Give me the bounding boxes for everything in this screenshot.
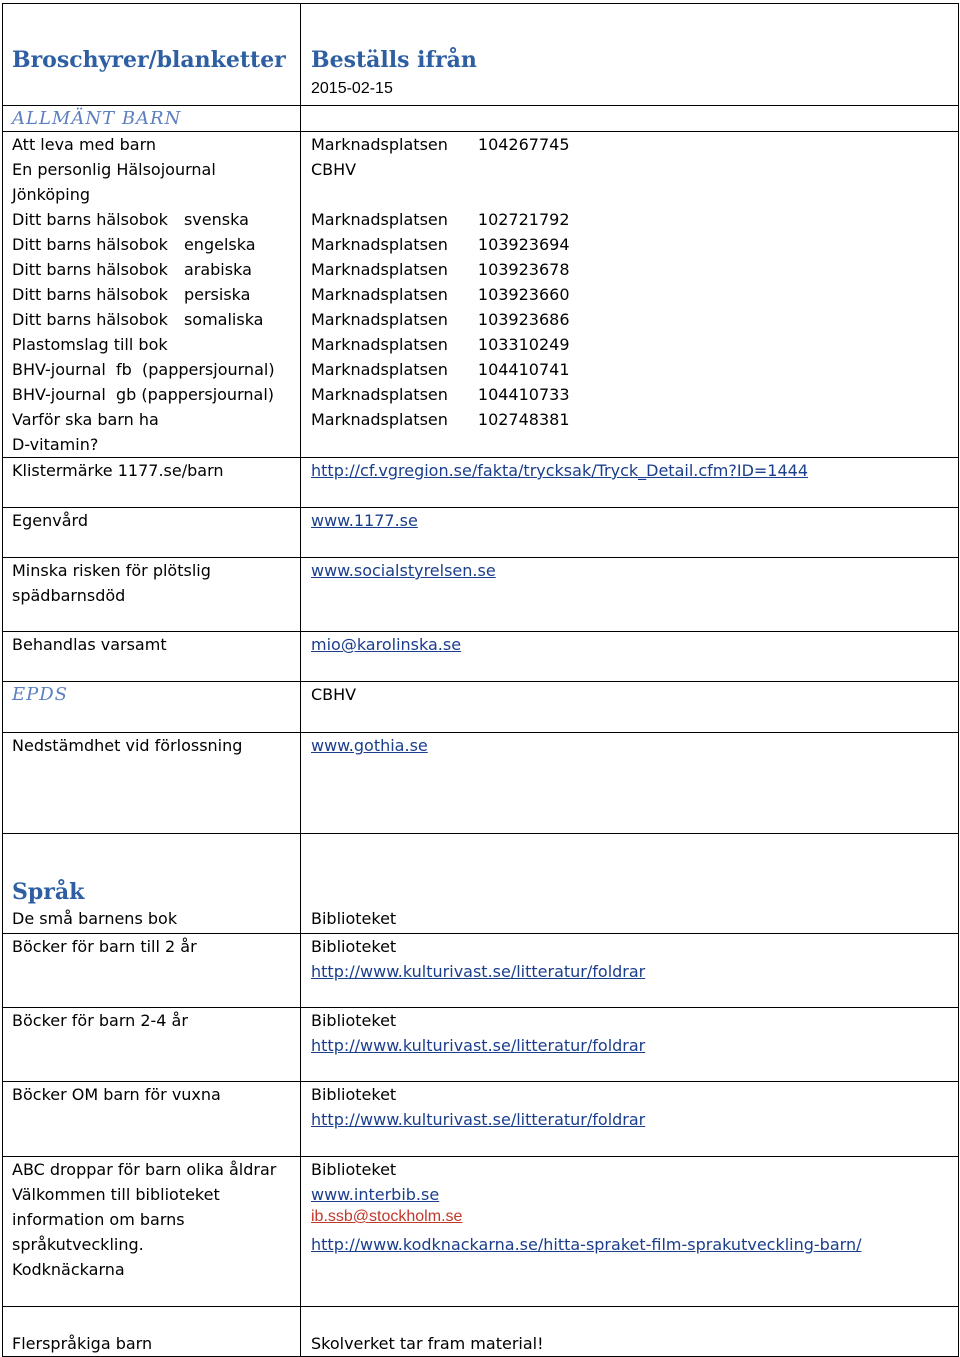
item-source: Marknadsplatsen: [311, 335, 448, 354]
item-code: 104267745: [477, 135, 570, 154]
item-name: Klistermärke 1177.se/barn: [12, 461, 224, 480]
heading-brochures: Broschyrer/blanketter: [12, 47, 286, 73]
item-code: 103310249: [477, 335, 570, 354]
item-name: Flerspråkiga barn: [12, 1334, 153, 1353]
item-name: Ditt barns hälsobok: [12, 235, 168, 254]
item-code: 103923686: [477, 310, 570, 329]
item-name: språkutveckling.: [12, 1235, 144, 1254]
item-source: Biblioteket: [311, 909, 397, 928]
item-name: spädbarnsdöd: [12, 586, 126, 605]
item-name: D-vitamin?: [12, 435, 99, 454]
item-code: 102748381: [477, 410, 570, 429]
item-code: 104410741: [477, 360, 570, 379]
item-source: Biblioteket: [311, 937, 397, 956]
item-source: Marknadsplatsen: [311, 385, 448, 404]
item-name: Plastomslag till bok: [12, 335, 168, 354]
document-table: [2, 3, 959, 1357]
item-name: En personlig Hälsojournal: [12, 160, 216, 179]
item-source: Biblioteket: [311, 1011, 397, 1030]
item-source: Marknadsplatsen: [311, 260, 448, 279]
item-name: De små barnens bok: [12, 909, 178, 928]
item-name: Ditt barns hälsobok: [12, 260, 168, 279]
brochure-list: [3, 132, 301, 458]
item-name: Minska risken för plötslig: [12, 561, 211, 580]
item-language: somaliska: [183, 310, 264, 329]
item-name: Kodknäckarna: [12, 1260, 125, 1279]
item-name: Egenvård: [12, 511, 88, 530]
item-code: 103923660: [477, 285, 570, 304]
item-source: Marknadsplatsen: [311, 360, 448, 379]
link-vgregion[interactable]: http://cf.vgregion.se/fakta/trycksak/Tryck_Detail.cfm?ID=1444: [311, 461, 809, 480]
item-name: Jönköping: [12, 185, 91, 204]
item-language: svenska: [183, 210, 249, 229]
item-name: Ditt barns hälsobok: [12, 310, 168, 329]
source-list: [301, 132, 959, 458]
section-allmant-barn: ALLMÄNT BARN: [12, 108, 182, 129]
item-language: arabiska: [183, 260, 252, 279]
item-code: 103923678: [477, 260, 570, 279]
item-source: Skolverket tar fram material!: [311, 1334, 544, 1353]
item-name: information om barns: [12, 1210, 185, 1229]
link-kulturivast[interactable]: http://www.kulturivast.se/litteratur/foldrar: [311, 1036, 646, 1055]
item-name: Nedstämdhet vid förlossning: [12, 736, 243, 755]
item-source: Biblioteket: [311, 1160, 397, 1179]
item-name: Behandlas varsamt: [12, 635, 167, 654]
item-name: BHV-journal fb (pappersjournal): [12, 360, 275, 379]
link-ssb-email[interactable]: ib.ssb@stockholm.se: [311, 1208, 463, 1225]
item-name: Att leva med barn: [12, 135, 157, 154]
item-name: Välkommen till biblioteket: [12, 1185, 220, 1204]
link-socialstyrelsen[interactable]: www.socialstyrelsen.se: [311, 561, 496, 580]
item-source: Marknadsplatsen: [311, 285, 448, 304]
item-source: Marknadsplatsen: [311, 310, 448, 329]
item-code: 102721792: [477, 210, 570, 229]
link-interbib[interactable]: www.interbib.se: [311, 1185, 440, 1204]
link-1177[interactable]: www.1177.se: [311, 511, 418, 530]
item-source: CBHV: [311, 685, 357, 704]
link-kulturivast[interactable]: http://www.kulturivast.se/litteratur/foldrar: [311, 1110, 646, 1129]
item-language: engelska: [183, 235, 256, 254]
section-sprak: Språk: [12, 879, 85, 905]
item-source: Marknadsplatsen: [311, 135, 448, 154]
item-source: Marknadsplatsen: [311, 410, 448, 429]
item-language: persiska: [183, 285, 251, 304]
item-name: Varför ska barn ha: [12, 410, 159, 429]
section-epds: EPDS: [12, 684, 69, 705]
item-source: Marknadsplatsen: [311, 235, 448, 254]
heading-order-from: Beställs ifrån: [311, 47, 477, 73]
item-source: CBHV: [311, 160, 357, 179]
link-karolinska-email[interactable]: mio@karolinska.se: [311, 635, 462, 654]
link-kodknackarna[interactable]: http://www.kodknackarna.se/hitta-spraket-film-sprakutveckling-barn/: [311, 1235, 862, 1254]
item-source: Biblioteket: [311, 1085, 397, 1104]
item-name: Ditt barns hälsobok: [12, 210, 168, 229]
item-name: BHV-journal gb (pappersjournal): [12, 385, 274, 404]
link-kulturivast[interactable]: http://www.kulturivast.se/litteratur/foldrar: [311, 962, 646, 981]
item-name: Ditt barns hälsobok: [12, 285, 168, 304]
document-date: 2015-02-15: [311, 80, 393, 97]
item-name: Böcker för barn till 2 år: [12, 937, 197, 956]
item-name: ABC droppar för barn olika åldrar: [12, 1160, 277, 1179]
link-gothia[interactable]: www.gothia.se: [311, 736, 428, 755]
item-code: 104410733: [477, 385, 570, 404]
item-code: 103923694: [477, 235, 570, 254]
item-source: Marknadsplatsen: [311, 210, 448, 229]
item-name: Böcker OM barn för vuxna: [12, 1085, 221, 1104]
item-name: Böcker för barn 2-4 år: [12, 1011, 188, 1030]
